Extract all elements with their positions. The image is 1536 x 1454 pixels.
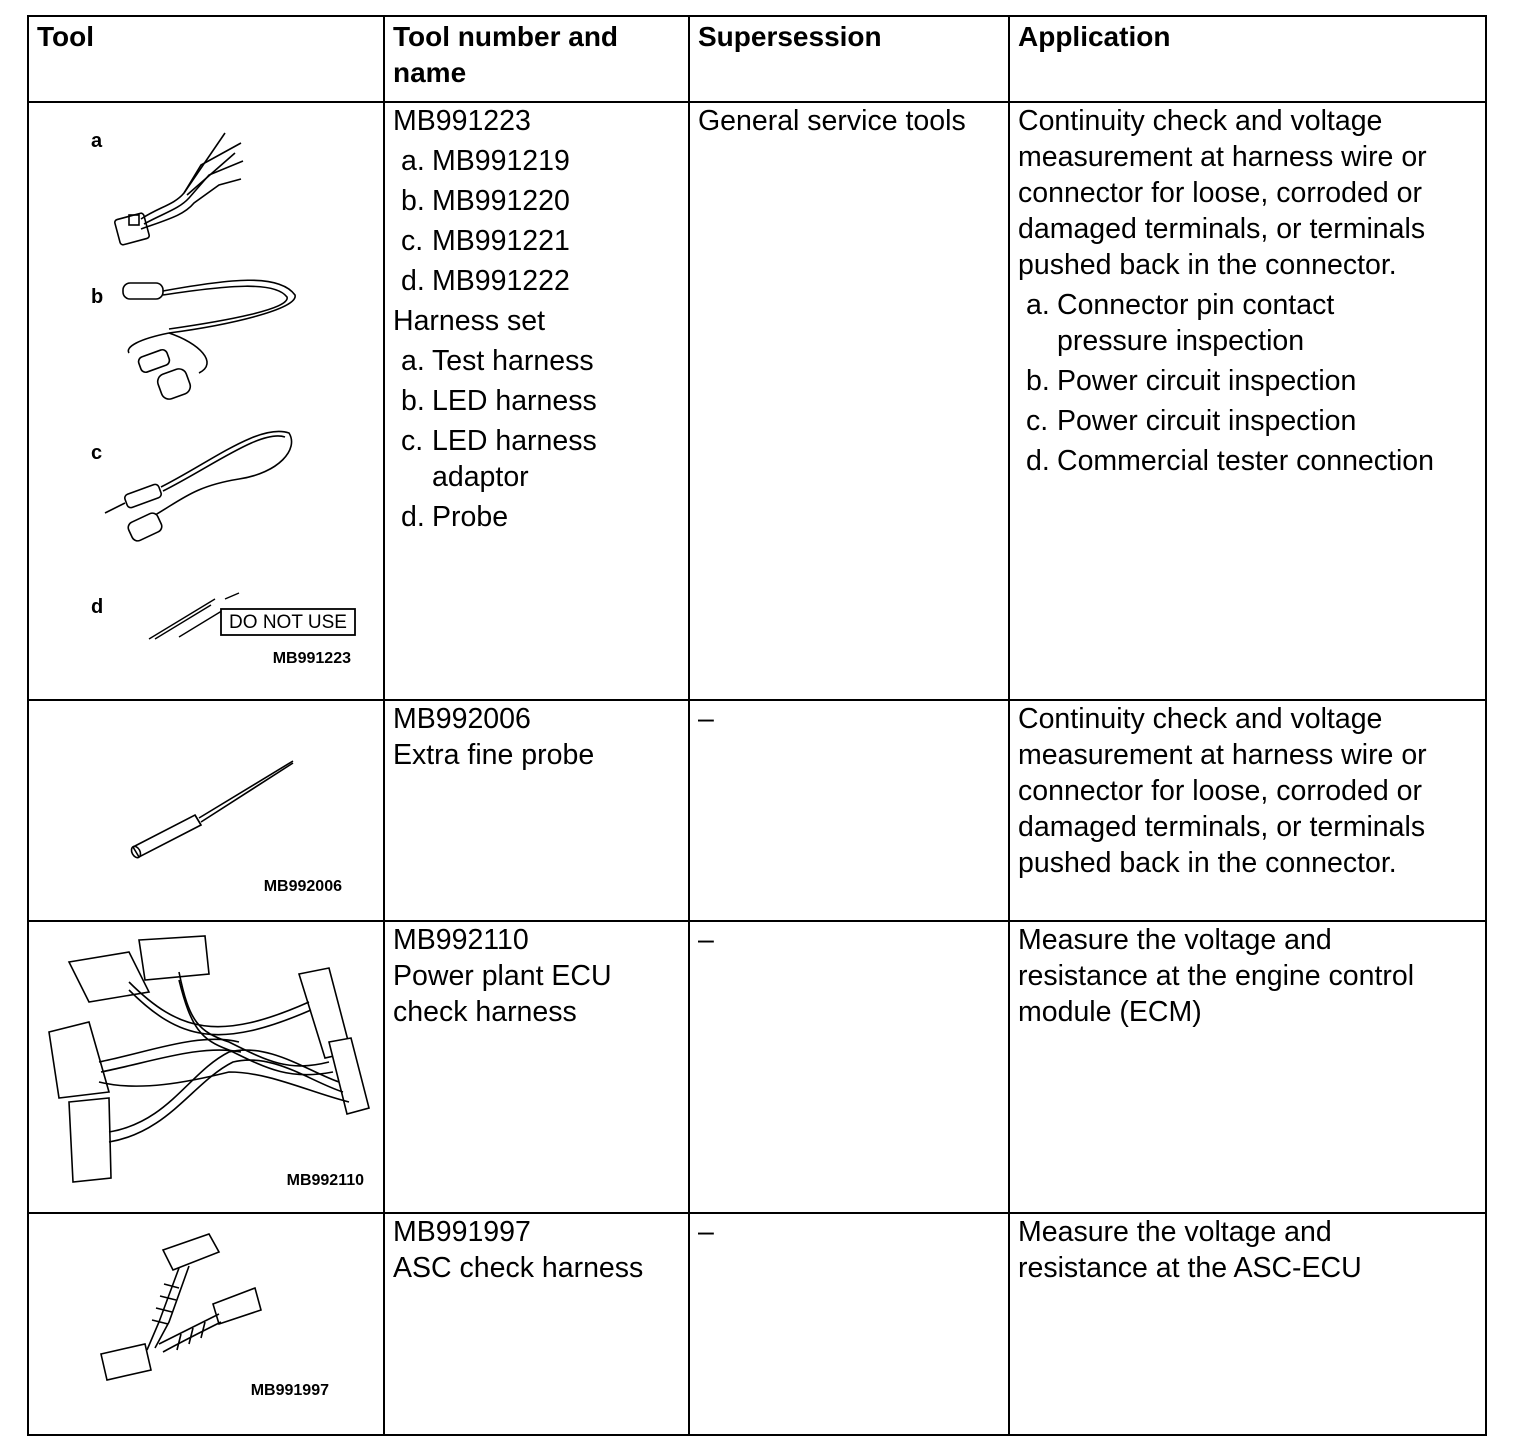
header-tool: Tool	[28, 16, 384, 102]
tool-name-line: check harness	[393, 996, 577, 1028]
application-line: pushed back in the connector.	[1018, 847, 1397, 879]
tool-number: MB991997	[393, 1216, 531, 1248]
table-row	[28, 102, 1486, 700]
tool-number: MB992110	[393, 924, 529, 956]
tool-image-cell	[28, 921, 384, 1213]
application-line: Measure the voltage and	[1018, 1216, 1332, 1248]
tool-name: Extra fine probe	[393, 739, 595, 771]
special-tools-table	[27, 15, 1487, 1436]
tool-image-cell	[28, 1213, 384, 1435]
application-line: Continuity check and voltage	[1018, 105, 1383, 137]
asc-check-harness-illustration	[29, 1214, 381, 1432]
fine-probe-icon	[130, 761, 293, 859]
application-cell	[1009, 102, 1486, 700]
application-line: Continuity check and voltage	[1018, 703, 1383, 735]
list-item: a. Connector pin contact pressure inspection	[1026, 289, 1335, 357]
application-cell	[1009, 1213, 1486, 1435]
application-cell	[1009, 921, 1486, 1213]
led-harness-icon	[123, 280, 295, 401]
tool-name: Harness set	[393, 305, 546, 337]
application-line: damaged terminals, or terminals	[1018, 213, 1426, 245]
list-item: b. MB991220	[401, 185, 570, 217]
table-row	[28, 1213, 1486, 1435]
supersession-text: –	[698, 924, 714, 956]
tool-name: ASC check harness	[393, 1252, 644, 1284]
supersession-cell	[689, 700, 1009, 921]
application-line: Measure the voltage and	[1018, 924, 1332, 956]
tool-image-cell	[28, 700, 384, 921]
tool-name-line: Power plant ECU	[393, 960, 612, 992]
image-caption: MB991223	[272, 650, 351, 667]
list-item: b. LED harness	[401, 385, 597, 417]
list-item: a. Test harness	[401, 345, 594, 377]
list-item: c. LED harness adaptor	[401, 425, 597, 493]
table-row	[28, 700, 1486, 921]
check-harness-icon	[49, 936, 369, 1182]
label-b: b	[91, 286, 104, 308]
supersession-text: –	[698, 703, 714, 735]
header-application: Application	[1009, 16, 1486, 102]
do-not-use-warning: DO NOT USE	[229, 612, 347, 633]
list-item: a. MB991219	[401, 145, 570, 177]
tool-number-cell	[384, 102, 689, 700]
application-line: resistance at the ASC-ECU	[1018, 1252, 1362, 1284]
header-tool-number: Tool number and name	[384, 16, 689, 102]
tool-number-cell	[384, 1213, 689, 1435]
supersession-cell	[689, 102, 1009, 700]
header-row	[28, 16, 1486, 102]
list-item: d. Probe	[401, 501, 509, 533]
list-item: d. MB991222	[401, 265, 570, 297]
supersession-cell	[689, 1213, 1009, 1435]
asc-harness-icon	[101, 1234, 261, 1380]
application-cell	[1009, 700, 1486, 921]
application-line: damaged terminals, or terminals	[1018, 811, 1426, 843]
application-line: connector for loose, corroded or	[1018, 177, 1422, 209]
tool-number-cell	[384, 921, 689, 1213]
tool-number: MB992006	[393, 703, 531, 735]
list-item: c. Power circuit inspection	[1026, 405, 1357, 437]
supersession-cell	[689, 921, 1009, 1213]
tool-number: MB991223	[393, 105, 531, 137]
application-line: pushed back in the connector.	[1018, 249, 1397, 281]
application-line: connector for loose, corroded or	[1018, 775, 1422, 807]
application-line: measurement at harness wire or	[1018, 739, 1427, 771]
image-caption: MB991997	[250, 1382, 329, 1399]
list-item: c. MB991221	[401, 225, 570, 257]
label-a: a	[91, 130, 103, 152]
test-harness-icon	[114, 133, 243, 245]
label-c: c	[91, 442, 103, 464]
power-plant-ecu-harness-illustration	[29, 922, 381, 1210]
application-line: measurement at harness wire or	[1018, 141, 1427, 173]
list-item: b. Power circuit inspection	[1026, 365, 1357, 397]
harness-set-illustration	[29, 103, 381, 697]
led-harness-adaptor-icon	[105, 431, 292, 542]
extra-fine-probe-illustration	[29, 701, 381, 918]
tool-image-cell	[28, 102, 384, 700]
image-caption: MB992006	[263, 878, 342, 895]
application-line: module (ECM)	[1018, 996, 1202, 1028]
supersession-text: General service tools	[698, 105, 966, 137]
header-supersession: Supersession	[689, 16, 1009, 102]
label-d: d	[91, 596, 104, 618]
supersession-text: –	[698, 1216, 714, 1248]
table-row	[28, 921, 1486, 1213]
image-caption: MB992110	[286, 1172, 364, 1189]
list-item: d. Commercial tester connection	[1026, 445, 1434, 477]
application-line: resistance at the engine control	[1018, 960, 1415, 992]
tool-number-cell	[384, 700, 689, 921]
